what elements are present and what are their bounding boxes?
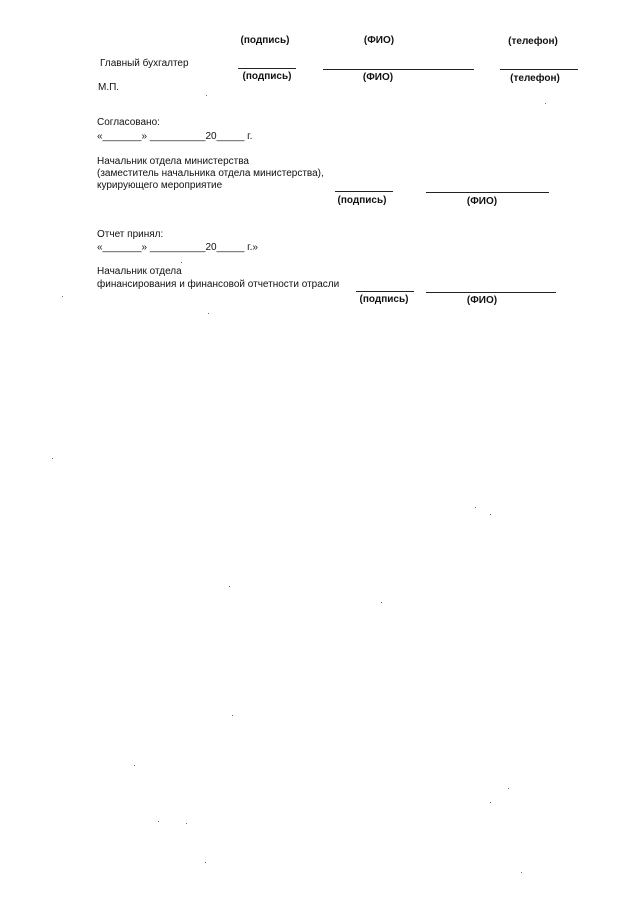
approval-fio-line xyxy=(426,192,549,193)
approval-position-line-3: курирующего мероприятие xyxy=(97,180,223,191)
scan-speck xyxy=(134,765,135,766)
scan-speck xyxy=(232,715,233,716)
report-accepted-fio-line xyxy=(426,292,556,293)
approval-signature-caption: (подпись) xyxy=(337,195,387,206)
approval-fio-caption: (ФИО) xyxy=(466,196,498,207)
scan-speck xyxy=(186,823,187,824)
chief-accountant-phone-caption: (телефон) xyxy=(510,73,560,84)
scan-speck xyxy=(521,872,522,873)
scan-speck xyxy=(545,103,546,104)
report-accepted-signature-caption: (подпись) xyxy=(359,294,409,305)
chief-accountant-signature-caption: (подпись) xyxy=(242,71,292,82)
scan-speck xyxy=(205,862,206,863)
scan-speck xyxy=(490,802,491,803)
scan-speck xyxy=(475,507,476,508)
chief-accountant-title: Главный бухгалтер xyxy=(100,58,189,69)
top-signature-caption: (подпись) xyxy=(240,35,290,46)
report-accepted-date-line: «_______» __________20_____ г.» xyxy=(97,242,258,253)
scan-speck xyxy=(381,602,382,603)
scan-speck xyxy=(52,458,53,459)
stamp-placeholder: М.П. xyxy=(98,82,120,93)
report-accepted-signature-line xyxy=(356,291,414,292)
approval-position-line-1: Начальник отдела министерства xyxy=(97,156,249,167)
approval-signature-line xyxy=(335,191,393,192)
approval-date-line: «_______» __________20_____ г. xyxy=(97,131,253,142)
top-fio-caption: (ФИО) xyxy=(363,35,395,46)
top-phone-caption: (телефон) xyxy=(508,36,558,47)
chief-accountant-signature-line xyxy=(238,68,296,69)
scan-speck xyxy=(229,586,230,587)
chief-accountant-fio-line xyxy=(323,69,474,70)
scan-speck xyxy=(490,514,491,515)
approval-position-line-2: (заместитель начальника отдела министерства), xyxy=(97,168,324,179)
report-accepted-heading: Отчет принял: xyxy=(97,229,164,240)
scan-speck xyxy=(208,313,209,314)
chief-accountant-fio-caption: (ФИО) xyxy=(362,72,394,83)
report-accepted-fio-caption: (ФИО) xyxy=(466,295,498,306)
scan-speck xyxy=(508,788,509,789)
scan-speck xyxy=(206,95,207,96)
scan-speck xyxy=(181,262,182,263)
scan-speck xyxy=(62,296,63,297)
scan-speck xyxy=(158,821,159,822)
report-accepted-position-line-1: Начальник отдела xyxy=(97,266,182,277)
report-accepted-position-line-2: финансирования и финансовой отчетности отрасли xyxy=(97,279,340,290)
approval-heading: Согласовано: xyxy=(97,117,160,128)
chief-accountant-phone-line xyxy=(500,69,578,70)
